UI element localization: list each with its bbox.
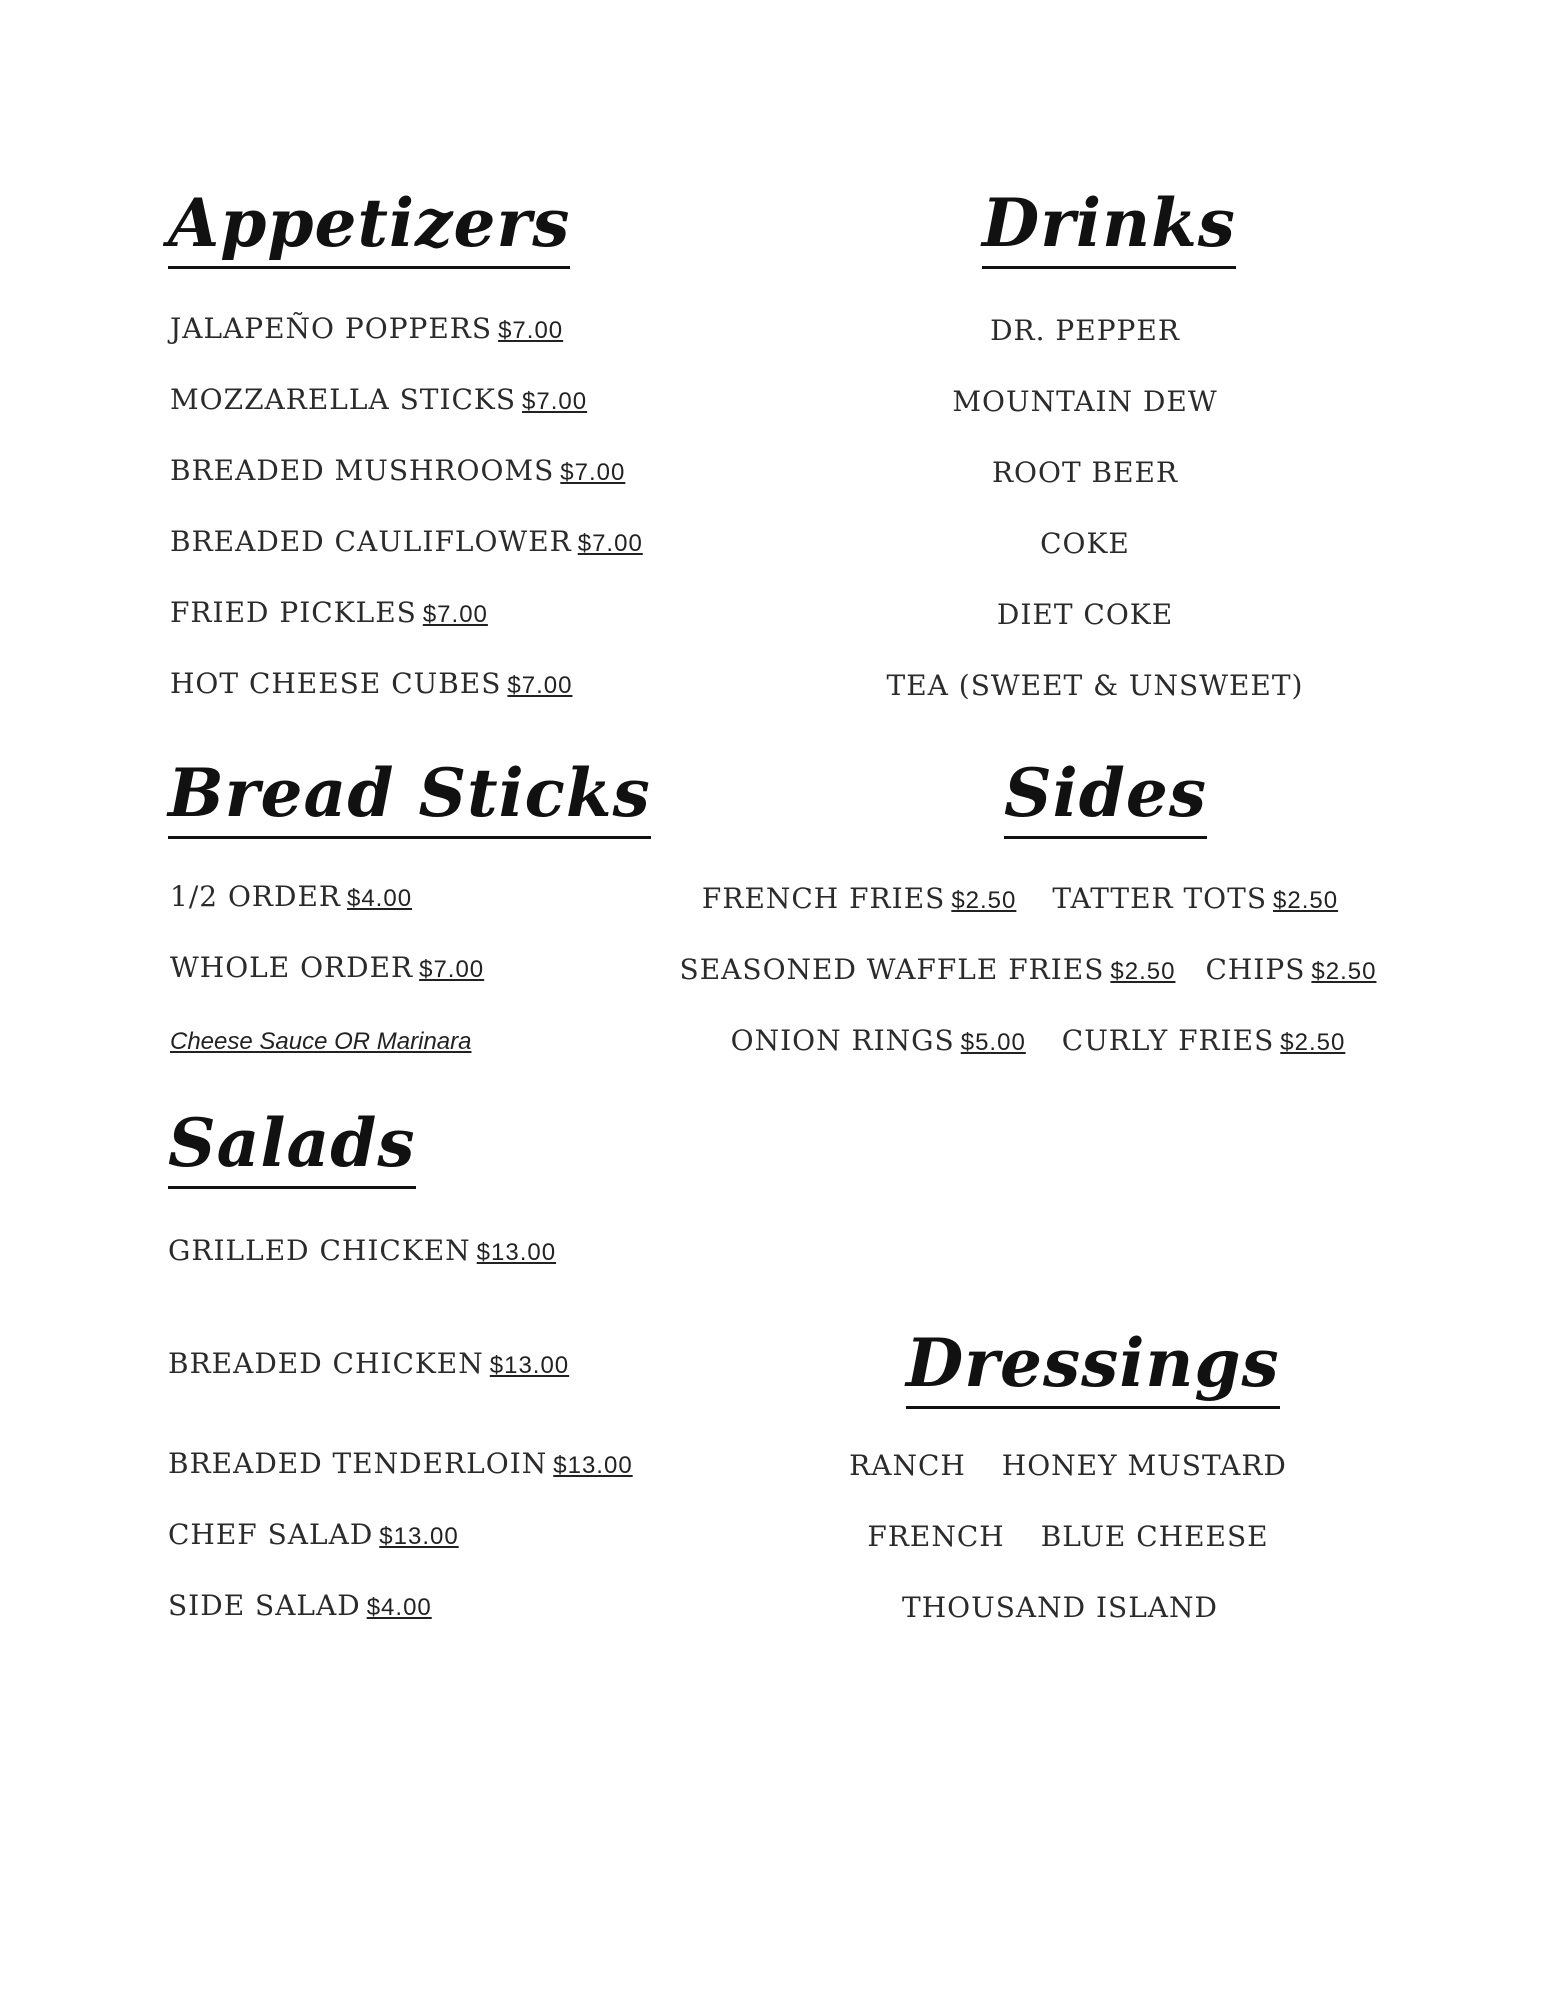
item-price: $2.50 [1110, 958, 1176, 985]
dressing-item: BLUE CHEESE [1040, 1520, 1269, 1553]
item-price: $7.00 [560, 459, 626, 486]
dressings-row [867, 1520, 1268, 1553]
item-price: $7.00 [522, 388, 588, 415]
item-price: $5.00 [960, 1029, 1026, 1056]
item-name: FRENCH FRIES [701, 882, 946, 915]
dressing-item: FRENCH [867, 1520, 1005, 1553]
salads-heading: Salads [168, 1110, 416, 1189]
menu-item [170, 596, 488, 629]
drink-item: COKE [1040, 527, 1130, 560]
item-name: CURLY FRIES [1061, 1024, 1275, 1057]
menu-item [170, 667, 572, 700]
menu-item [168, 1234, 556, 1267]
item-price: $7.00 [419, 956, 485, 983]
item-name: MOZZARELLA STICKS [170, 383, 517, 416]
drink-item: DIET COKE [996, 598, 1174, 631]
sides-row [702, 882, 1338, 915]
menu-item [170, 880, 412, 913]
item-price: $7.00 [507, 672, 573, 699]
drink-item: MOUNTAIN DEW [952, 385, 1218, 418]
item-name: BREADED MUSHROOMS [170, 454, 555, 487]
item-name: SIDE SALAD [168, 1589, 361, 1622]
item-name: GRILLED CHICKEN [168, 1234, 471, 1267]
sides-row [731, 1024, 1346, 1057]
item-name: ONION RINGS [730, 1024, 955, 1057]
item-price: $13.00 [476, 1239, 557, 1266]
sides-heading: Sides [1004, 760, 1207, 839]
item-name: TATTER TOTS [1052, 882, 1268, 915]
bread-sticks-heading: Bread Sticks [168, 760, 651, 839]
menu-item [170, 312, 563, 345]
item-name: CHIPS [1205, 953, 1306, 986]
item-name: HOT CHEESE CUBES [170, 667, 502, 700]
item-price: $7.00 [577, 530, 643, 557]
item-name: BREADED CAULIFLOWER [170, 525, 572, 558]
dressing-item: RANCH [849, 1449, 966, 1482]
item-price: $7.00 [422, 601, 488, 628]
item-price: $13.00 [379, 1523, 459, 1550]
drink-item: ROOT BEER [991, 456, 1179, 489]
item-name: SEASONED WAFFLE FRIES [679, 953, 1105, 986]
item-price: $4.00 [366, 1594, 432, 1621]
dressing-item: HONEY MUSTARD [1001, 1449, 1287, 1482]
menu-item [168, 1589, 432, 1622]
item-name: CHEF SALAD [168, 1518, 374, 1551]
sides-row [680, 953, 1377, 986]
bread-sticks-note: Cheese Sauce OR Marinara [170, 1028, 472, 1055]
drink-item: DR. PEPPER [990, 314, 1180, 347]
item-price: $7.00 [498, 317, 564, 344]
item-price: $4.00 [346, 885, 413, 912]
menu-item [170, 383, 587, 416]
item-name: WHOLE ORDER [170, 951, 414, 984]
menu-item [168, 1518, 459, 1551]
item-name: 1/2 ORDER [170, 880, 341, 913]
menu-item [170, 951, 484, 984]
dressings-row [849, 1449, 1287, 1482]
item-price: $2.50 [951, 887, 1017, 914]
menu-item [168, 1447, 633, 1480]
item-name: JALAPEÑO POPPERS [170, 312, 493, 345]
item-price: $2.50 [1311, 958, 1377, 985]
item-price: $13.00 [489, 1352, 570, 1379]
item-price: $2.50 [1273, 887, 1339, 914]
dressing-item: THOUSAND ISLAND [902, 1591, 1218, 1624]
drinks-heading: Drinks [982, 190, 1236, 269]
menu-item [170, 525, 643, 558]
item-price: $2.50 [1280, 1029, 1346, 1056]
appetizers-heading: Appetizers [168, 190, 570, 269]
dressings-heading: Dressings [906, 1330, 1280, 1409]
menu-item [170, 454, 625, 487]
item-name: BREADED TENDERLOIN [168, 1447, 548, 1480]
item-name: BREADED CHICKEN [168, 1347, 484, 1380]
item-name: FRIED PICKLES [170, 596, 417, 629]
menu-item [168, 1347, 569, 1380]
item-price: $13.00 [553, 1452, 633, 1479]
drink-item: TEA (SWEET & UNSWEET) [886, 669, 1304, 702]
